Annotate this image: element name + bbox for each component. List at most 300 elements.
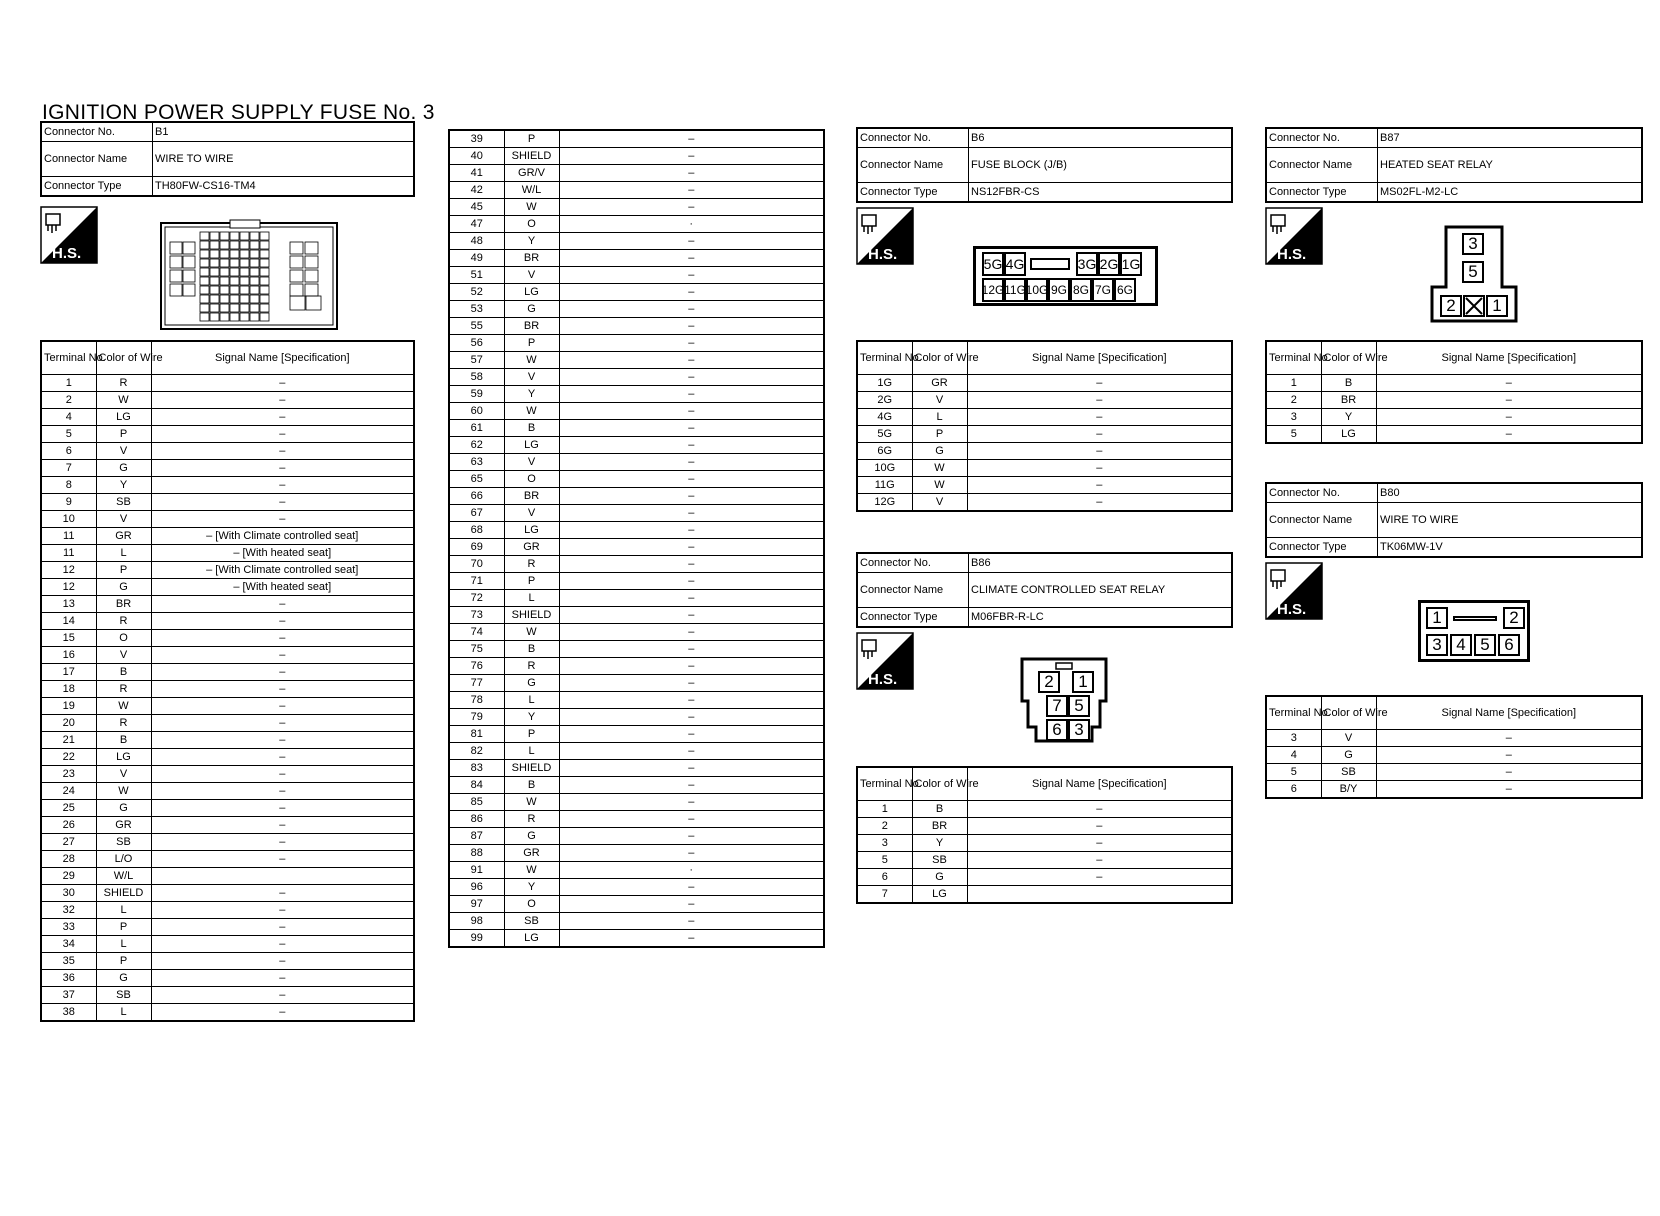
table-row — [449, 369, 824, 386]
table-row — [857, 818, 1232, 835]
signal-name-cell: – — [1376, 392, 1642, 409]
connector-pin: 3 — [1462, 233, 1484, 255]
table-row — [449, 709, 824, 726]
connector-type-label: Connector Type — [1266, 538, 1378, 558]
terminal-no-cell: 6 — [857, 869, 912, 886]
terminal-no-cell: 76 — [449, 658, 504, 675]
connector-pin: 7G — [1092, 278, 1114, 302]
table-row — [449, 199, 824, 216]
b87-connector-info — [1265, 127, 1643, 203]
table-row — [41, 477, 414, 494]
table-row — [449, 896, 824, 913]
signal-name-cell: – — [559, 913, 824, 930]
wire-color-cell: G — [96, 579, 151, 596]
table-row — [857, 869, 1232, 886]
terminal-no-cell: 13 — [41, 596, 96, 613]
terminal-no-cell: 52 — [449, 284, 504, 301]
signal-name-cell: – — [151, 834, 414, 851]
signal-name-cell — [967, 886, 1232, 904]
signal-name-cell: – — [559, 845, 824, 862]
b80-connector-face-diagram — [1418, 600, 1530, 662]
terminal-no-cell: 74 — [449, 624, 504, 641]
signal-name-cell: – — [151, 698, 414, 715]
table-row — [449, 692, 824, 709]
wire-color-cell: R — [96, 715, 151, 732]
wire-color-cell: L — [912, 409, 967, 426]
connector-pin: 3 — [1068, 719, 1090, 741]
signal-name-cell: – — [151, 936, 414, 953]
terminal-no-cell: 65 — [449, 471, 504, 488]
signal-name-cell: – — [151, 766, 414, 783]
connector-no-label: Connector No. — [857, 128, 969, 148]
wire-color-cell: SB — [1321, 764, 1376, 781]
signal-name-cell: – — [151, 613, 414, 630]
wire-color-cell: W — [96, 783, 151, 800]
signal-name-cell: – — [559, 692, 824, 709]
table-row — [1266, 392, 1642, 409]
wire-color-cell: B — [504, 420, 559, 437]
b80-connector-info — [1265, 482, 1643, 558]
terminal-no-cell: 99 — [449, 930, 504, 948]
wire-color-cell: G — [96, 800, 151, 817]
table-row — [41, 630, 414, 647]
signal-name-cell: – — [559, 607, 824, 624]
wire-color-cell: R — [96, 613, 151, 630]
signal-name-cell: – — [151, 800, 414, 817]
signal-name-cell: – — [559, 709, 824, 726]
terminal-no-cell: 21 — [41, 732, 96, 749]
connector-type-label: Connector Type — [41, 177, 153, 197]
connector-pin: 1 — [1072, 671, 1094, 693]
wire-color-cell: O — [504, 471, 559, 488]
table-row — [857, 443, 1232, 460]
signal-name-cell: – — [559, 165, 824, 182]
wire-color-cell: V — [96, 511, 151, 528]
wire-color-cell: BR — [912, 818, 967, 835]
table-row — [1266, 730, 1642, 747]
table-row — [449, 522, 824, 539]
terminal-no-cell: 16 — [41, 647, 96, 664]
signal-name-cell: – — [967, 392, 1232, 409]
table-row — [857, 375, 1232, 392]
wire-color-cell: P — [912, 426, 967, 443]
table-row — [449, 539, 824, 556]
table-row — [449, 454, 824, 471]
connector-pin: 3G — [1076, 252, 1098, 276]
wire-color-cell: V — [96, 443, 151, 460]
table-row — [449, 420, 824, 437]
terminal-no-cell: 85 — [449, 794, 504, 811]
terminal-no-cell: 57 — [449, 352, 504, 369]
wire-color-cell: G — [504, 828, 559, 845]
wire-color-cell: W — [912, 477, 967, 494]
wire-color-cell: SB — [96, 987, 151, 1004]
table-row — [449, 930, 824, 948]
terminal-no-cell: 72 — [449, 590, 504, 607]
wire-color-cell: LG — [1321, 426, 1376, 444]
hs-icon — [856, 632, 914, 690]
terminal-no-cell: 1G — [857, 375, 912, 392]
table-row — [41, 426, 414, 443]
signal-name-cell: – — [559, 437, 824, 454]
b86-terminal-table — [856, 766, 1233, 904]
table-row — [449, 335, 824, 352]
terminal-no-cell: 27 — [41, 834, 96, 851]
page-title: IGNITION POWER SUPPLY FUSE No. 3 — [42, 101, 435, 124]
wire-color-cell: O — [504, 216, 559, 233]
signal-name-cell: – — [559, 794, 824, 811]
terminal-no-cell: 48 — [449, 233, 504, 250]
wire-color-cell: V — [504, 369, 559, 386]
connector-pin: 2 — [1503, 607, 1525, 629]
terminal-no-cell: 97 — [449, 896, 504, 913]
table-row — [857, 852, 1232, 869]
wire-color-cell: GR — [504, 845, 559, 862]
wire-color-cell: W — [504, 403, 559, 420]
signal-name-cell: – — [559, 590, 824, 607]
signal-name-cell: – — [559, 233, 824, 250]
color-header: Color of Wire — [96, 341, 151, 375]
color-header: Color of Wire — [1321, 696, 1376, 730]
table-row — [857, 886, 1232, 904]
table-row — [41, 800, 414, 817]
wire-color-cell: BR — [504, 488, 559, 505]
wire-color-cell: Y — [504, 879, 559, 896]
table-row — [41, 834, 414, 851]
signal-name-cell: – — [1376, 426, 1642, 444]
signal-name-cell: – — [967, 460, 1232, 477]
signal-name-cell: – — [559, 930, 824, 948]
terminal-no-cell: 3 — [857, 835, 912, 852]
terminal-no-cell: 51 — [449, 267, 504, 284]
terminal-no-cell: 98 — [449, 913, 504, 930]
wire-color-cell: W/L — [96, 868, 151, 885]
signal-name-cell: – — [559, 556, 824, 573]
signal-name-cell: – — [559, 896, 824, 913]
table-row — [449, 284, 824, 301]
hs-icon — [40, 206, 98, 264]
terminal-no-cell: 11G — [857, 477, 912, 494]
table-row — [449, 386, 824, 403]
terminal-no-cell: 35 — [41, 953, 96, 970]
connector-no-label: Connector No. — [1266, 483, 1378, 503]
wire-color-cell: W — [912, 460, 967, 477]
table-row — [41, 817, 414, 834]
table-row — [449, 811, 824, 828]
terminal-no-cell: 10 — [41, 511, 96, 528]
connector-name-value: WIRE TO WIRE — [153, 142, 415, 177]
connector-pin: 1 — [1486, 295, 1508, 317]
wire-color-cell: Y — [504, 386, 559, 403]
terminal-no-cell: 39 — [449, 130, 504, 148]
signal-name-cell: – — [559, 199, 824, 216]
signal-name-cell: – — [559, 505, 824, 522]
terminal-no-cell: 68 — [449, 522, 504, 539]
terminal-no-cell: 36 — [41, 970, 96, 987]
terminal-no-cell: 55 — [449, 318, 504, 335]
wire-color-cell: W/L — [504, 182, 559, 199]
table-row — [857, 835, 1232, 852]
table-row — [1266, 781, 1642, 799]
wire-color-cell: SB — [96, 494, 151, 511]
connector-no-label: Connector No. — [41, 122, 153, 142]
table-row — [41, 885, 414, 902]
signal-name-cell: – — [151, 919, 414, 936]
connector-type-value: NS12FBR-CS — [969, 183, 1233, 203]
terminal-no-cell: 32 — [41, 902, 96, 919]
wire-color-cell: L — [96, 936, 151, 953]
terminal-no-cell: 61 — [449, 420, 504, 437]
table-row — [41, 1004, 414, 1022]
wire-color-cell: GR — [504, 539, 559, 556]
table-row — [449, 777, 824, 794]
wire-color-cell: L/O — [96, 851, 151, 868]
connector-type-value: MS02FL-M2-LC — [1378, 183, 1643, 203]
table-row — [41, 460, 414, 477]
terminal-no-cell: 6 — [1266, 781, 1321, 799]
terminal-no-cell: 7 — [857, 886, 912, 904]
table-row — [449, 573, 824, 590]
signal-name-cell: – — [559, 522, 824, 539]
terminal-no-cell: 14 — [41, 613, 96, 630]
signal-name-cell: – — [559, 726, 824, 743]
signal-name-cell: – — [559, 777, 824, 794]
connector-pin: 10G — [1026, 278, 1048, 302]
wire-color-cell: P — [96, 919, 151, 936]
signal-name-cell: – — [151, 970, 414, 987]
b1-connector-face-diagram — [160, 222, 338, 330]
b86-connector-info — [856, 552, 1233, 628]
table-row — [449, 879, 824, 896]
signal-name-cell: – — [559, 352, 824, 369]
connector-pin: 9G — [1048, 278, 1070, 302]
signal-name-cell: – [With heated seat] — [151, 545, 414, 562]
terminal-no-cell: 6 — [41, 443, 96, 460]
terminal-no-cell: 12G — [857, 494, 912, 512]
connector-pin: 12G — [982, 278, 1004, 302]
signal-name-cell: – — [151, 460, 414, 477]
signal-name-cell: – — [151, 987, 414, 1004]
connector-name-value: FUSE BLOCK (J/B) — [969, 148, 1233, 183]
terminal-no-cell: 2 — [1266, 392, 1321, 409]
signal-name-cell: – — [967, 801, 1232, 818]
terminal-no-cell: 37 — [41, 987, 96, 1004]
terminal-no-cell: 2 — [857, 818, 912, 835]
terminal-no-header: Terminal No. — [1266, 696, 1321, 730]
terminal-no-cell: 53 — [449, 301, 504, 318]
table-row — [449, 505, 824, 522]
terminal-no-cell: 70 — [449, 556, 504, 573]
terminal-no-cell: 49 — [449, 250, 504, 267]
wire-color-cell: LG — [504, 930, 559, 948]
table-row — [41, 562, 414, 579]
terminal-no-cell: 18 — [41, 681, 96, 698]
signal-name-cell: – — [559, 335, 824, 352]
wire-color-cell: G — [912, 443, 967, 460]
signal-name-cell: – — [151, 630, 414, 647]
terminal-no-cell: 40 — [449, 148, 504, 165]
signal-name-cell: – — [151, 664, 414, 681]
hs-icon — [1265, 207, 1323, 265]
signal-name-cell: – — [151, 477, 414, 494]
wire-color-cell: P — [504, 335, 559, 352]
table-row — [449, 437, 824, 454]
signal-name-cell: – — [151, 681, 414, 698]
wire-color-cell: L — [96, 1004, 151, 1022]
connector-pin: 5 — [1068, 695, 1090, 717]
terminal-no-cell: 5 — [1266, 426, 1321, 444]
terminal-no-cell: 33 — [41, 919, 96, 936]
color-header: Color of Wire — [1321, 341, 1376, 375]
terminal-no-cell: 26 — [41, 817, 96, 834]
table-row — [41, 528, 414, 545]
connector-pin: 6 — [1046, 719, 1068, 741]
terminal-no-cell: 19 — [41, 698, 96, 715]
terminal-no-cell: 11 — [41, 528, 96, 545]
wire-color-cell: V — [912, 494, 967, 512]
signal-name-cell: – — [151, 375, 414, 392]
wire-color-cell: SB — [912, 852, 967, 869]
terminal-no-cell: 83 — [449, 760, 504, 777]
terminal-no-cell: 81 — [449, 726, 504, 743]
terminal-no-cell: 5 — [1266, 764, 1321, 781]
signal-name-cell: – — [559, 828, 824, 845]
signal-name-cell: – — [559, 471, 824, 488]
connector-name-label: Connector Name — [857, 148, 969, 183]
connector-type-label: Connector Type — [1266, 183, 1378, 203]
table-row — [41, 511, 414, 528]
table-row — [41, 902, 414, 919]
signal-name-cell: – [With Climate controlled seat] — [151, 562, 414, 579]
wire-color-cell: V — [912, 392, 967, 409]
table-row — [41, 919, 414, 936]
wire-color-cell: P — [96, 562, 151, 579]
signal-name-cell: – — [559, 403, 824, 420]
wire-color-cell: B — [504, 641, 559, 658]
connector-no-value: B86 — [969, 553, 1233, 573]
wire-color-cell: V — [96, 766, 151, 783]
hs-label: H.S. — [52, 245, 82, 262]
table-row — [41, 494, 414, 511]
signal-name-cell: – — [559, 454, 824, 471]
signal-name-cell — [151, 868, 414, 885]
wire-color-cell: R — [504, 811, 559, 828]
terminal-no-cell: 12 — [41, 579, 96, 596]
signal-name-cell: – — [151, 715, 414, 732]
terminal-no-cell: 96 — [449, 879, 504, 896]
wire-color-cell: R — [504, 556, 559, 573]
table-row — [449, 267, 824, 284]
wire-color-cell: Y — [504, 233, 559, 250]
wire-color-cell: GR — [96, 528, 151, 545]
table-row — [449, 471, 824, 488]
wire-color-cell: SHIELD — [504, 607, 559, 624]
wire-color-cell: R — [96, 375, 151, 392]
table-row — [449, 845, 824, 862]
signal-name-cell: – — [151, 902, 414, 919]
signal-name-cell: – — [559, 318, 824, 335]
table-row — [41, 936, 414, 953]
terminal-no-cell: 28 — [41, 851, 96, 868]
terminal-no-cell: 17 — [41, 664, 96, 681]
terminal-no-cell: 5G — [857, 426, 912, 443]
signal-header: Signal Name [Specification] — [1376, 341, 1642, 375]
unused-cavity-icon — [1463, 295, 1485, 317]
signal-name-cell: – — [559, 539, 824, 556]
signal-name-cell: – — [559, 573, 824, 590]
signal-name-cell: – — [559, 675, 824, 692]
wire-color-cell: P — [96, 426, 151, 443]
table-row — [449, 726, 824, 743]
connector-pin: 3 — [1426, 634, 1448, 656]
signal-name-cell: – — [559, 420, 824, 437]
table-row — [41, 409, 414, 426]
signal-name-cell: – — [1376, 747, 1642, 764]
signal-name-cell: – — [967, 375, 1232, 392]
wire-color-cell: B — [504, 777, 559, 794]
connector-type-label: Connector Type — [857, 608, 969, 628]
signal-name-cell: – — [967, 409, 1232, 426]
connector-no-value: B6 — [969, 128, 1233, 148]
connector-pin: 5 — [1462, 261, 1484, 283]
terminal-no-cell: 66 — [449, 488, 504, 505]
signal-name-cell: – — [151, 953, 414, 970]
table-row — [857, 392, 1232, 409]
connector-name-label: Connector Name — [41, 142, 153, 177]
table-row — [449, 165, 824, 182]
signal-name-cell: – — [151, 511, 414, 528]
wire-color-cell: W — [96, 392, 151, 409]
terminal-no-cell: 11 — [41, 545, 96, 562]
wire-color-cell: L — [96, 545, 151, 562]
wire-color-cell: W — [96, 698, 151, 715]
terminal-no-cell: 59 — [449, 386, 504, 403]
terminal-no-cell: 8 — [41, 477, 96, 494]
terminal-no-cell: 22 — [41, 749, 96, 766]
table-row — [449, 624, 824, 641]
terminal-no-cell: 78 — [449, 692, 504, 709]
table-row — [449, 675, 824, 692]
terminal-no-cell: 75 — [449, 641, 504, 658]
wire-color-cell: LG — [504, 284, 559, 301]
signal-name-cell: – — [967, 494, 1232, 512]
connector-pin: 6 — [1498, 634, 1520, 656]
signal-name-cell: – — [559, 182, 824, 199]
hs-label: H.S. — [1277, 601, 1307, 618]
connector-name-value: WIRE TO WIRE — [1378, 503, 1643, 538]
table-row — [41, 392, 414, 409]
wire-color-cell: B/Y — [1321, 781, 1376, 799]
table-row — [41, 987, 414, 1004]
connector-key-slot — [1453, 616, 1497, 621]
terminal-no-cell: 71 — [449, 573, 504, 590]
connector-pin: 11G — [1004, 278, 1026, 302]
connector-name-label: Connector Name — [857, 573, 969, 608]
table-row — [857, 460, 1232, 477]
wire-color-cell: B — [912, 801, 967, 818]
terminal-no-cell: 1 — [857, 801, 912, 818]
wire-color-cell: BR — [1321, 392, 1376, 409]
terminal-no-cell: 34 — [41, 936, 96, 953]
terminal-no-cell: 60 — [449, 403, 504, 420]
terminal-no-cell: 56 — [449, 335, 504, 352]
signal-name-cell: – — [151, 409, 414, 426]
wire-color-cell: BR — [504, 318, 559, 335]
wire-color-cell: Y — [96, 477, 151, 494]
table-row — [1266, 747, 1642, 764]
table-row — [41, 868, 414, 885]
table-row — [449, 760, 824, 777]
